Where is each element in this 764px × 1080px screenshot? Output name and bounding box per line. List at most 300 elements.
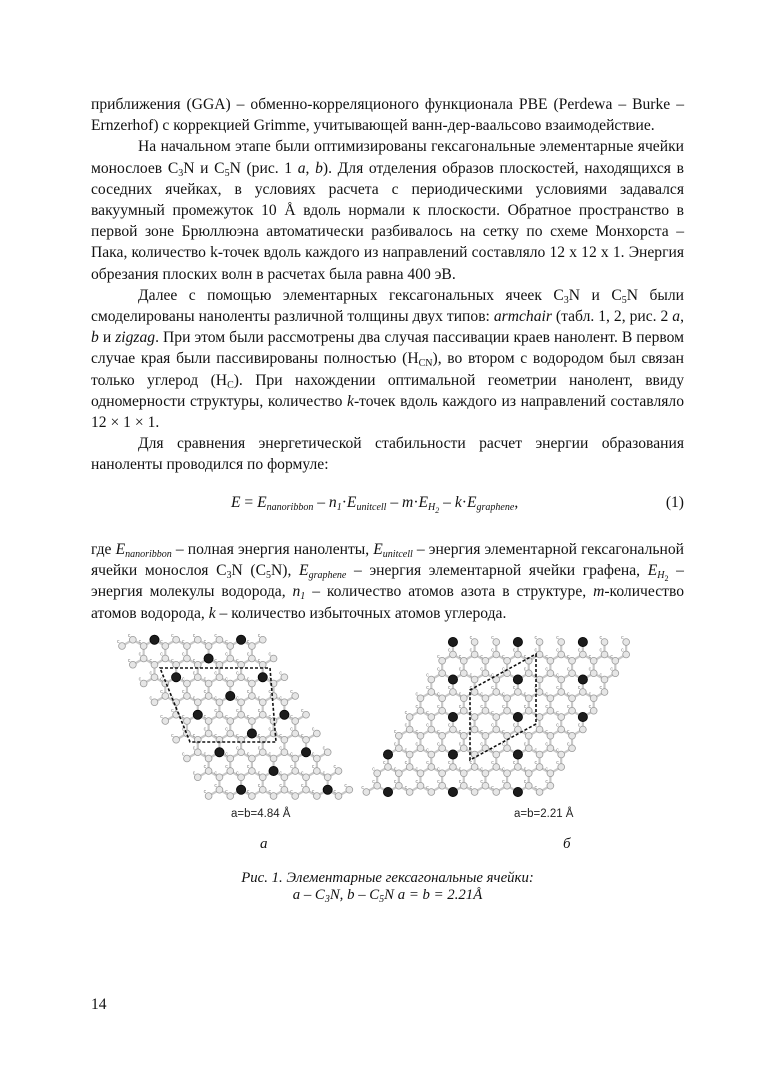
atom-label: c <box>246 764 250 770</box>
atom-label: c <box>236 670 239 677</box>
carbon-atom <box>205 693 212 700</box>
atom-label: c <box>502 741 505 748</box>
carbon-atom <box>515 651 522 658</box>
atom-label: c <box>246 789 250 795</box>
carbon-atom <box>184 655 191 662</box>
atom-label: c <box>372 766 375 773</box>
carbon-atom <box>270 755 277 762</box>
atom-label: c <box>257 782 261 789</box>
carbon-atom <box>292 793 299 800</box>
atom-label: c <box>268 714 272 720</box>
carbon-atom <box>140 655 147 662</box>
atom-label: c <box>491 760 494 766</box>
carbon-atom <box>270 793 277 800</box>
nitrogen-atom <box>150 635 159 644</box>
carbon-atom <box>547 732 554 739</box>
carbon-atom <box>536 676 543 683</box>
atom-label: c <box>268 789 272 795</box>
atom-label: c <box>502 728 505 735</box>
atom-label: c <box>171 657 174 664</box>
carbon-atom <box>129 636 136 643</box>
atom-label: c <box>290 764 293 770</box>
nitrogen-atom <box>172 673 181 682</box>
atom-label: c <box>290 751 293 758</box>
carbon-atom <box>482 670 489 677</box>
atom-label: c <box>225 751 228 758</box>
atom-label: c <box>160 639 163 645</box>
atom-label: c <box>523 728 527 735</box>
atom-label: c <box>534 760 538 766</box>
carbon-atom <box>119 643 126 650</box>
atom-label: c <box>534 672 538 679</box>
carbon-atom <box>547 782 554 789</box>
carbon-atom <box>623 651 630 658</box>
nitrogen-atom <box>301 748 310 757</box>
figure-panel-a <box>117 632 380 810</box>
atom-label: c <box>404 747 408 754</box>
carbon-atom <box>493 689 500 696</box>
atoms <box>361 635 629 797</box>
atom-label: c <box>279 782 282 789</box>
carbon-atom <box>205 718 212 725</box>
carbon-atom <box>238 661 245 668</box>
carbon-atom <box>504 745 511 752</box>
atom-label: c <box>225 714 228 720</box>
carbon-atom <box>504 695 511 702</box>
carbon-atom <box>363 789 370 796</box>
atom-label: c <box>214 657 217 664</box>
atom-label: c <box>610 653 613 660</box>
carbon-atom <box>194 749 201 756</box>
atom-label: c <box>415 728 418 735</box>
atom-label: c <box>599 672 603 679</box>
atom-label: c <box>301 782 304 789</box>
carbon-atom <box>385 764 392 771</box>
nitrogen-atom <box>269 766 278 775</box>
carbon-atom <box>601 689 608 696</box>
atom-label: c <box>138 651 142 658</box>
carbon-atom <box>216 636 223 643</box>
carbon-atom <box>227 643 234 650</box>
atom-label: c <box>426 710 429 716</box>
atom-label: c <box>480 703 483 710</box>
atom-label: c <box>588 653 592 660</box>
equation-number: (1) <box>665 494 684 511</box>
carbon-atom <box>439 707 446 714</box>
carbon-atom <box>205 793 212 800</box>
atom-label: c <box>192 657 196 664</box>
nitrogen-atom <box>448 712 457 721</box>
atom-label: c <box>225 726 228 733</box>
atom-label: c <box>480 653 483 660</box>
carbon-atom <box>471 676 478 683</box>
carbon-atom <box>227 755 234 762</box>
c5n-lattice-diagram <box>361 632 674 804</box>
body-text-2 <box>91 539 684 624</box>
atom-label: c <box>203 689 207 695</box>
atom-label: c <box>246 714 250 720</box>
carbon-atom <box>238 711 245 718</box>
carbon-atom <box>374 782 381 789</box>
atom-label: c <box>567 666 570 673</box>
carbon-atom <box>525 745 532 752</box>
atom-label: c <box>322 770 326 777</box>
carbon-atom <box>460 695 467 702</box>
atom-label: c <box>523 778 527 785</box>
atom-label: c <box>610 666 613 673</box>
carbon-atom <box>482 782 489 789</box>
atom-label: c <box>491 672 494 679</box>
carbon-atom <box>525 732 532 739</box>
atom-label: c <box>290 726 293 733</box>
atom-label: c <box>469 747 473 754</box>
atom-label: c <box>203 789 207 795</box>
atom-label: c <box>171 732 174 739</box>
atom-label: c <box>171 632 174 639</box>
atom-label: c <box>523 703 527 710</box>
carbon-atom <box>173 661 180 668</box>
atom-label: c <box>214 707 217 714</box>
atom-label: c <box>491 747 494 754</box>
atom-label: c <box>480 766 483 773</box>
atom-label: c <box>502 703 505 710</box>
carbon-atom <box>259 636 266 643</box>
carbon-atom <box>504 770 511 777</box>
carbon-atom <box>525 670 532 677</box>
carbon-atom <box>184 755 191 762</box>
carbon-atom <box>281 674 288 681</box>
atom-label: c <box>279 770 282 777</box>
atom-label: c <box>534 785 538 791</box>
carbon-atom <box>216 711 223 718</box>
atom-label: c <box>534 722 538 729</box>
paragraph-2: На начальном этапе были оптимизированы гексагональные элементарные ячейки монослоев $C_3N$ и $C_5N$ (рис. 1 a, b). Для отделения образов плоскостей, находящихся в соседних ячейках, в условиях расчета с периодическими условиями задавался вакуумный промежуток 10 Å вдоль нормали к плоскости. Обратное пространство в первой зоне Брюллюэна автоматически разбивалось на сетку по схеме Монхорста – Пака, количество k-точек вдоль каждого из направлений составляло 12 x 12 x 1. Энергия обрезания плоских волн в расчетах была равна 400 эВ. <box>91 138 684 283</box>
atom-label: c <box>160 714 163 720</box>
atom-label: c <box>545 691 548 698</box>
carbon-atom <box>194 674 201 681</box>
carbon-atom <box>536 714 543 721</box>
atom-label: c <box>577 647 581 654</box>
carbon-atom <box>292 755 299 762</box>
atom-label: c <box>236 770 239 777</box>
carbon-atom <box>504 707 511 714</box>
carbon-atom <box>303 711 310 718</box>
paragraph-5: где $E_{nanoribbon}$ – полная энергия наноленты, $E_{unitcell}$ – энергия элементарной гексагональной ячейки монослоя $C_3N$ $(C_5N)$, $E_{graphene}$ – энергия элементарной ячейки графена, $E_{H_2}$ – энергия молекулы водорода, $n_1$ – количество атомов азота в структуре, m-количество атомов водорода, k – количество избыточных атомов углерода. <box>91 541 684 622</box>
carbon-atom <box>482 732 489 739</box>
carbon-atom <box>162 693 169 700</box>
atom-label: c <box>567 703 570 710</box>
carbon-atom <box>374 770 381 777</box>
atom-label: c <box>480 691 483 698</box>
atom-label: c <box>469 635 473 641</box>
atom-label: c <box>246 676 250 683</box>
carbon-atom <box>406 726 413 733</box>
atom-label: c <box>127 632 131 639</box>
carbon-atom <box>184 680 191 687</box>
carbon-atom <box>536 789 543 796</box>
atom-label: c <box>279 695 282 702</box>
atom-label: c <box>160 651 163 658</box>
atom-label: c <box>214 632 217 639</box>
carbon-atom <box>140 680 147 687</box>
atom-label: c <box>458 728 462 735</box>
atom-label: c <box>437 766 440 773</box>
carbon-atom <box>194 774 201 781</box>
atom-label: c <box>556 710 559 716</box>
atom-label: c <box>257 732 261 739</box>
carbon-atom <box>259 711 266 718</box>
carbon-atom <box>303 774 310 781</box>
carbon-atom <box>249 793 256 800</box>
atom-label: c <box>311 751 315 758</box>
carbon-atom <box>162 655 169 662</box>
atom-label: c <box>160 689 163 695</box>
nitrogen-atom <box>204 654 213 663</box>
atom-label: c <box>567 741 570 748</box>
carbon-atom <box>536 651 543 658</box>
carbon-atom <box>216 699 223 706</box>
carbon-atom <box>536 726 543 733</box>
atom-label: c <box>257 695 261 702</box>
atom-label: c <box>437 741 440 748</box>
carbon-atom <box>450 726 457 733</box>
atom-label: c <box>567 728 570 735</box>
carbon-atom <box>558 676 565 683</box>
atom-label: c <box>480 666 483 673</box>
atom-label: c <box>203 726 207 733</box>
atom-label: c <box>523 741 527 748</box>
atom-label: c <box>246 651 250 658</box>
atom-label: c <box>236 732 239 739</box>
atom-label: c <box>480 778 483 785</box>
carbon-atom <box>525 707 532 714</box>
atom-label: c <box>415 778 418 785</box>
atom-label: c <box>214 770 217 777</box>
atom-label: c <box>437 703 440 710</box>
carbon-atom <box>324 774 331 781</box>
carbon-atom <box>249 693 256 700</box>
atom-label: c <box>588 666 592 673</box>
carbon-atom <box>471 764 478 771</box>
atom-label: c <box>588 703 592 710</box>
carbon-atom <box>439 745 446 752</box>
carbon-atom <box>238 699 245 706</box>
carbon-atom <box>259 699 266 706</box>
atom-label: c <box>447 685 451 691</box>
carbon-atom <box>173 736 180 743</box>
nitrogen-atom <box>448 750 457 759</box>
atom-label: c <box>491 685 494 691</box>
atom-label: c <box>447 647 451 654</box>
carbon-atom <box>428 751 435 758</box>
carbon-atom <box>439 657 446 664</box>
carbon-atom <box>525 695 532 702</box>
carbon-atom <box>249 655 256 662</box>
carbon-atom <box>313 755 320 762</box>
carbon-atom <box>417 707 424 714</box>
nitrogen-atom <box>448 637 457 646</box>
carbon-atom <box>151 699 158 706</box>
atom-label: c <box>534 685 538 691</box>
carbon-atom <box>303 786 310 793</box>
atom-label: c <box>257 657 261 664</box>
carbon-atom <box>590 695 597 702</box>
atom-label: c <box>149 670 152 677</box>
carbon-atom <box>194 699 201 706</box>
carbon-atom <box>558 714 565 721</box>
carbon-atom <box>194 661 201 668</box>
atom-label: c <box>117 639 120 645</box>
atom-label: c <box>192 732 196 739</box>
atom-label: c <box>246 639 250 645</box>
carbon-atom <box>417 782 424 789</box>
carbon-atom <box>547 745 554 752</box>
carbon-atom <box>493 639 500 646</box>
carbon-atom <box>547 657 554 664</box>
carbon-atom <box>395 732 402 739</box>
atom-label: c <box>192 695 196 702</box>
carbon-atom <box>259 749 266 756</box>
atom-label: c <box>393 728 397 735</box>
nitrogen-atom <box>226 691 235 700</box>
atom-label: c <box>333 764 337 770</box>
panel-b-letter: б <box>563 836 571 852</box>
carbon-atom <box>601 676 608 683</box>
carbon-atom <box>184 718 191 725</box>
atom-label: c <box>225 789 228 795</box>
atom-label: c <box>192 745 196 752</box>
carbon-atom <box>460 732 467 739</box>
atom-label: c <box>556 672 559 679</box>
atom-label: c <box>279 670 282 677</box>
carbon-atom <box>536 751 543 758</box>
carbon-atom <box>471 651 478 658</box>
carbon-atom <box>417 695 424 702</box>
carbon-atom <box>162 643 169 650</box>
carbon-atom <box>259 774 266 781</box>
atom-label: c <box>502 766 505 773</box>
atom-label: c <box>458 691 462 698</box>
atom-label: c <box>181 714 185 720</box>
atom-label: c <box>149 695 152 702</box>
paragraph-1: приближения (GGA) – обменно-корреляционого функционала PBE (Perdewa – Burke – Ernzerhof) с коррекцией Grimme, учитывающей ванн-дер-ваальсово взаимодействие. <box>91 96 684 135</box>
carbon-atom <box>395 745 402 752</box>
atom-label: c <box>577 685 581 691</box>
carbon-atom <box>303 736 310 743</box>
nitrogen-atom <box>448 787 457 796</box>
atom-label: c <box>621 635 624 641</box>
atom-label: c <box>214 732 217 739</box>
carbon-atom <box>238 674 245 681</box>
atom-label: c <box>311 789 315 795</box>
atom-label: c <box>556 747 559 754</box>
carbon-atom <box>450 651 457 658</box>
carbon-atom <box>460 657 467 664</box>
carbon-atom <box>590 670 597 677</box>
atom-label: c <box>203 751 207 758</box>
atom-label: c <box>225 651 228 658</box>
nitrogen-atom <box>448 675 457 684</box>
carbon-atom <box>292 693 299 700</box>
atom-label: c <box>214 695 217 702</box>
atom-label: c <box>404 722 408 729</box>
carbon-atom <box>601 639 608 646</box>
carbon-atom <box>450 764 457 771</box>
carbon-atom <box>417 732 424 739</box>
carbon-atom <box>249 680 256 687</box>
carbon-atom <box>281 736 288 743</box>
atom-label: c <box>512 685 516 691</box>
atom-label: c <box>181 639 185 645</box>
nitrogen-atom <box>215 748 224 757</box>
atom-label: c <box>588 691 592 698</box>
atom-label: c <box>469 785 473 791</box>
carbon-atom <box>249 755 256 762</box>
carbon-atom <box>428 689 435 696</box>
carbon-atom <box>238 749 245 756</box>
atom-label: c <box>404 760 408 766</box>
atom-label: c <box>426 672 429 679</box>
atom-label: c <box>301 770 304 777</box>
atom-label: c <box>171 707 174 714</box>
atom-label: c <box>181 689 185 695</box>
nitrogen-atom <box>258 673 267 682</box>
carbon-atom <box>482 657 489 664</box>
nitrogen-atom <box>578 637 587 646</box>
carbon-atom <box>439 782 446 789</box>
carbon-atom <box>460 707 467 714</box>
atom-label: c <box>621 647 624 654</box>
atom-label: c <box>480 741 483 748</box>
atom-label: c <box>458 778 462 785</box>
atom-label: c <box>127 657 131 664</box>
atom-label: c <box>393 741 397 748</box>
nitrogen-atom <box>236 635 245 644</box>
carbon-atom <box>482 695 489 702</box>
carbon-atom <box>428 789 435 796</box>
atom-label: c <box>181 726 185 733</box>
nitrogen-atom <box>513 787 522 796</box>
carbon-atom <box>259 786 266 793</box>
atom-label: c <box>458 741 462 748</box>
carbon-atom <box>184 693 191 700</box>
carbon-atom <box>558 639 565 646</box>
nitrogen-atom <box>383 787 392 796</box>
atom-label: c <box>301 707 304 714</box>
body-text <box>91 94 684 476</box>
atom-label: c <box>290 689 293 695</box>
paragraph-4: Для сравнения энергетической стабильности расчет энергии образования наноленты проводился по формуле: <box>91 435 684 474</box>
carbon-atom <box>493 789 500 796</box>
carbon-atom <box>292 718 299 725</box>
carbon-atom <box>270 655 277 662</box>
carbon-atom <box>205 643 212 650</box>
carbon-atom <box>515 689 522 696</box>
carbon-atom <box>569 732 576 739</box>
carbon-atom <box>536 764 543 771</box>
atom-label: c <box>181 751 185 758</box>
carbon-atom <box>249 768 256 775</box>
carbon-atom <box>428 676 435 683</box>
atom-label: c <box>246 689 250 695</box>
atom-label: c <box>311 726 315 733</box>
atom-label: c <box>502 778 505 785</box>
carbon-atom <box>493 751 500 758</box>
atom-label: c <box>491 785 494 791</box>
carbon-atom <box>227 793 234 800</box>
carbon-atom <box>406 751 413 758</box>
carbon-atom <box>205 680 212 687</box>
